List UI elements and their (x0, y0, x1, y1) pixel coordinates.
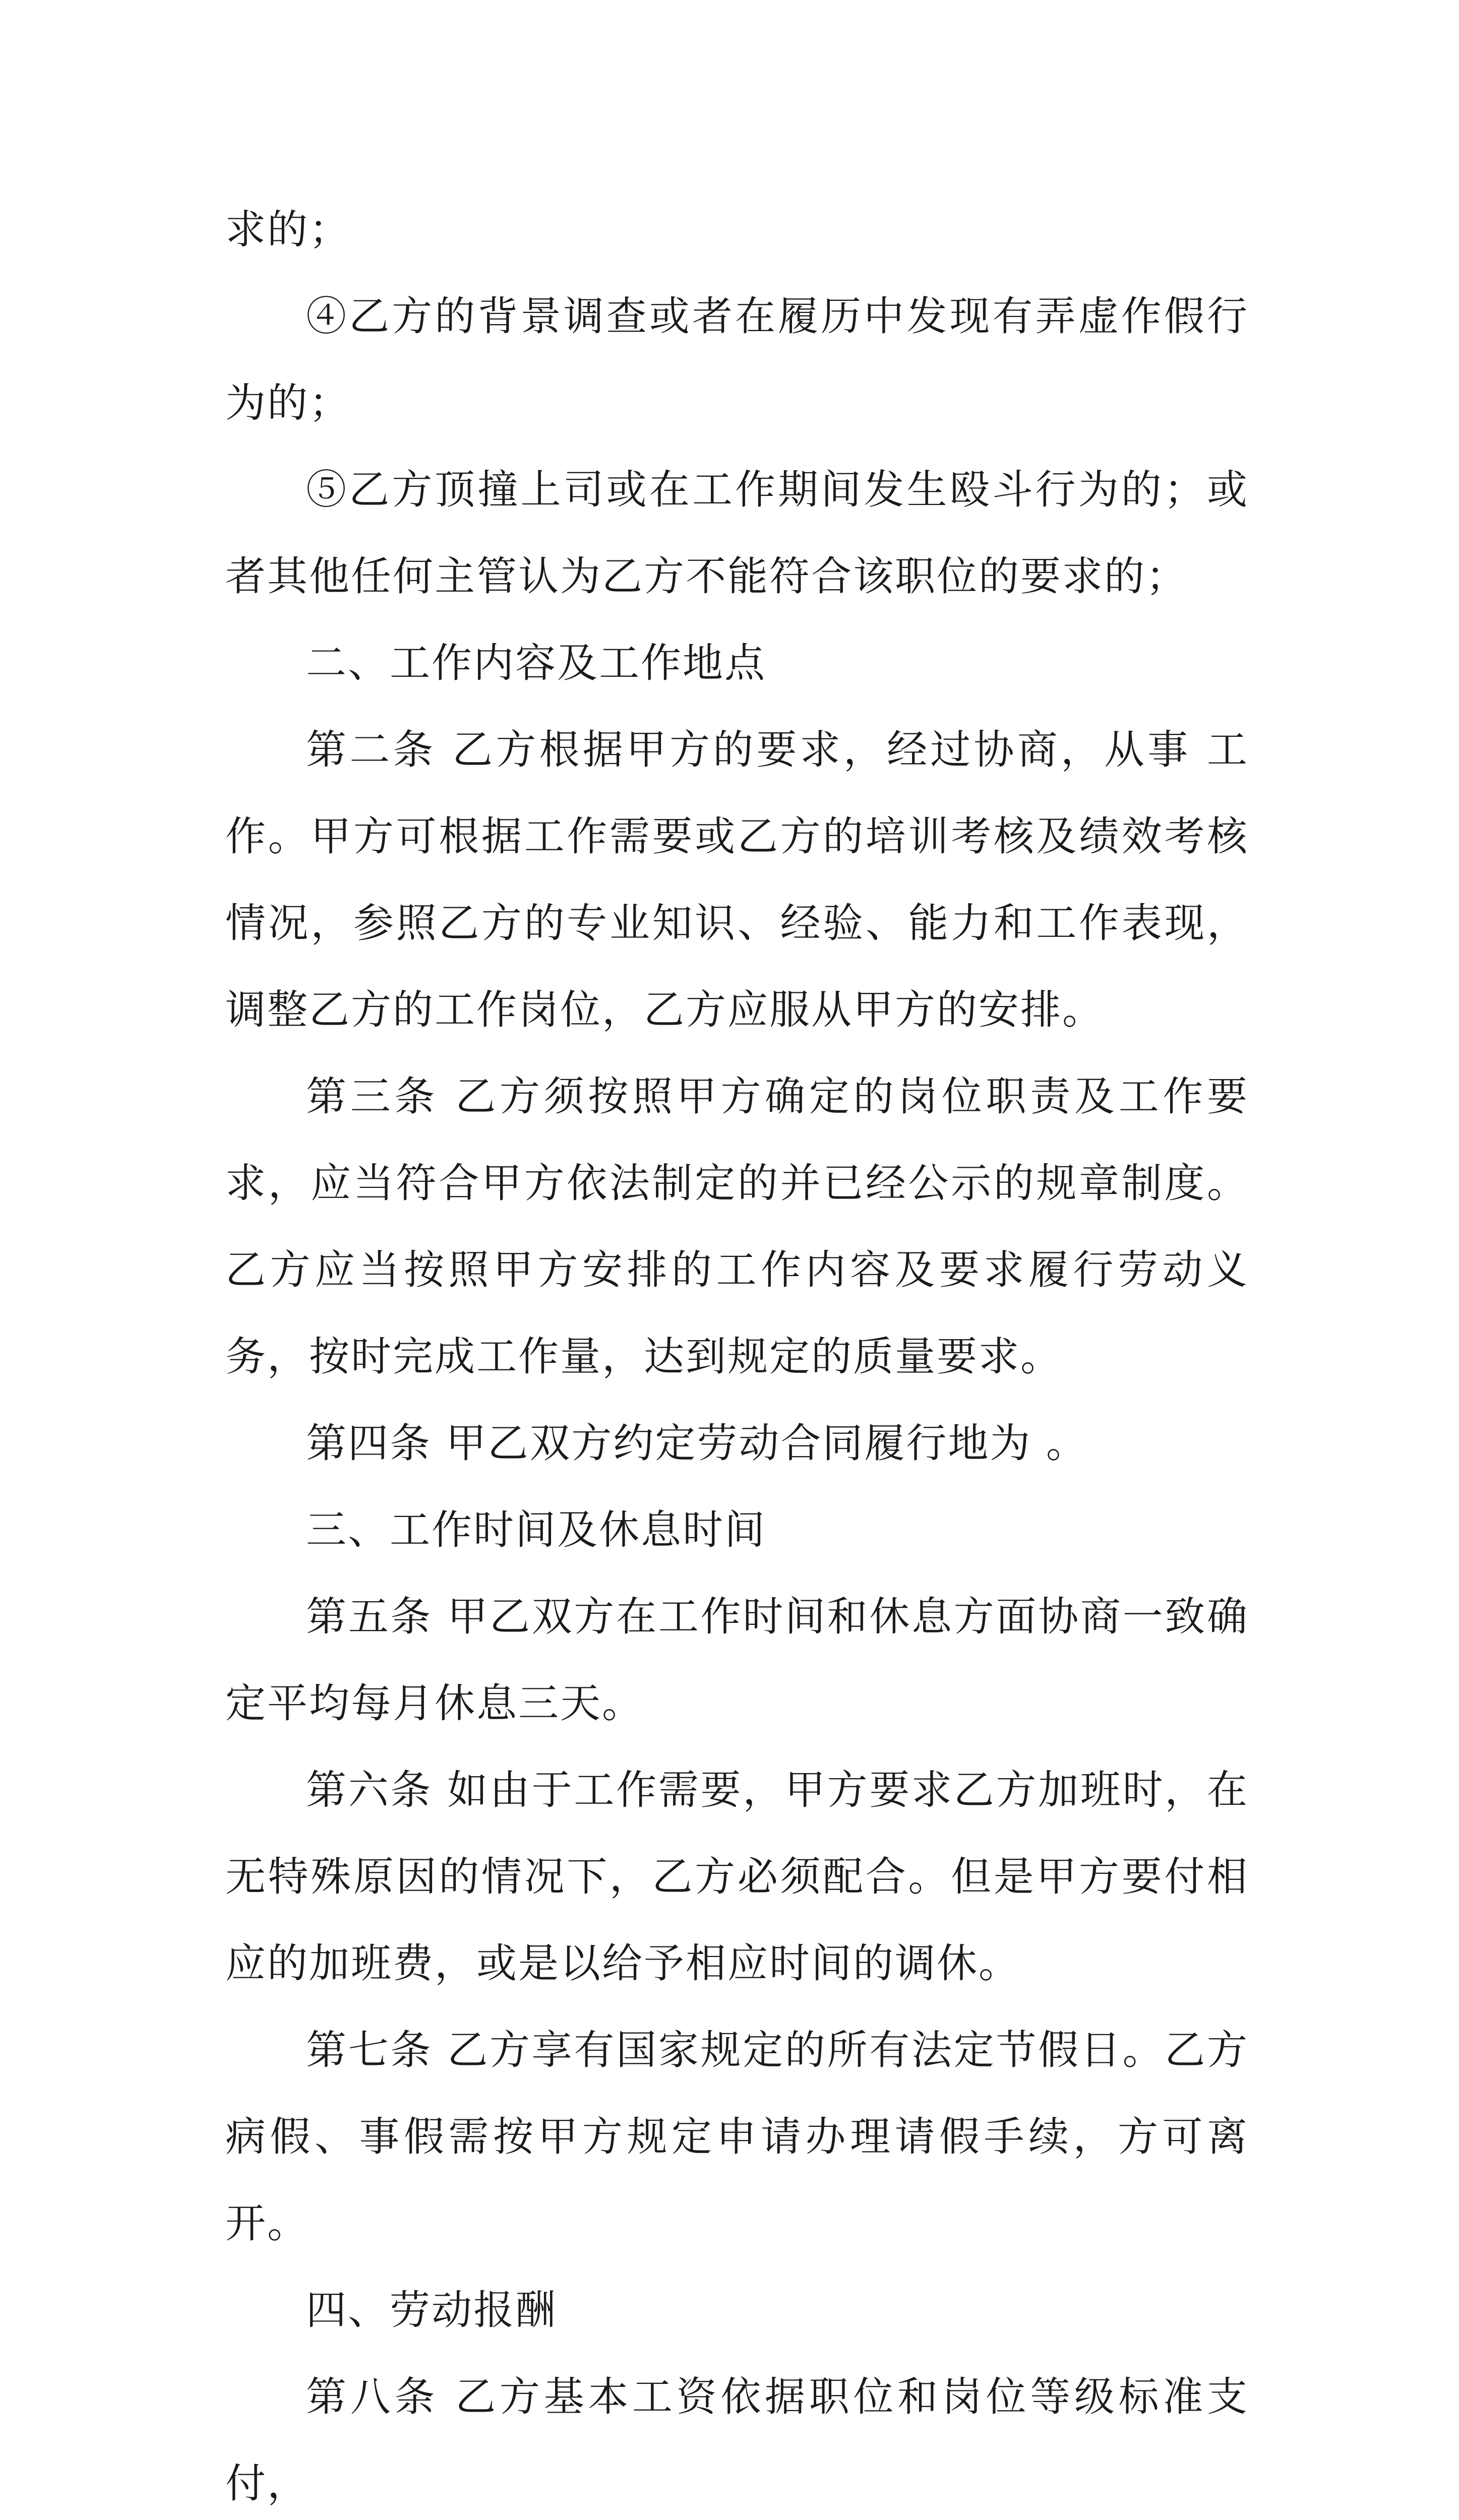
article-5: 第五条 甲乙双方在工作时间和休息方面协商一致确定平均每月休息三天。 (225, 1593, 1249, 1727)
paragraph-2: ④乙方的背景调查或者在履历中发现有弄虚作假行为的； (225, 293, 1249, 426)
paragraph-1: 求的； (225, 206, 351, 253)
article-8: 第八条 乙方基本工资依据职位和岗位等级标准支付， (225, 2373, 1249, 2507)
article-6: 第六条 如由于工作需要，甲方要求乙方加班时，在无特殊原因的情况下，乙方必须配合。但是甲方要付相应的加班费，或是以给予相应时间的调休。 (225, 1767, 1249, 1987)
article-4: 第四条 甲乙双方约定劳动合同履行地为 。 (306, 1420, 1088, 1467)
section-heading-3: 三、工作时间及休息时间 (306, 1506, 766, 1553)
section-heading-4: 四、劳动报酬 (306, 2287, 557, 2334)
section-heading-2: 二、工作内容及工作地点 (306, 640, 766, 686)
article-7: 第七条 乙方享有国家规定的所有法定节假日。乙方病假、事假需按甲方规定申请办理请假手续，方可离开。 (225, 2027, 1249, 2247)
paragraph-3: ⑤乙方顶撞上司或在工作期间发生殴斗行为的；或者其他任何主管认为乙方不能符合该职位的要求的； (225, 466, 1249, 600)
article-2: 第二条 乙方根据甲方的要求，经过协商，从事 工作。甲方可根据工作需要或乙方的培训考核及绩效考核情况，参照乙方的专业知识、经验、能力和工作表现，调整乙方的工作岗位，乙方应服从甲方的安排。 (225, 726, 1249, 1033)
document-body (225, 186, 1249, 2520)
article-3: 第三条 乙方须按照甲方确定的岗位职责及工作要求，应当符合甲方依法制定的并已经公示的规章制度。乙方应当按照甲方安排的工作内容及要求履行劳动义务，按时完成工作量，达到规定的质量要求。 (225, 1073, 1249, 1380)
